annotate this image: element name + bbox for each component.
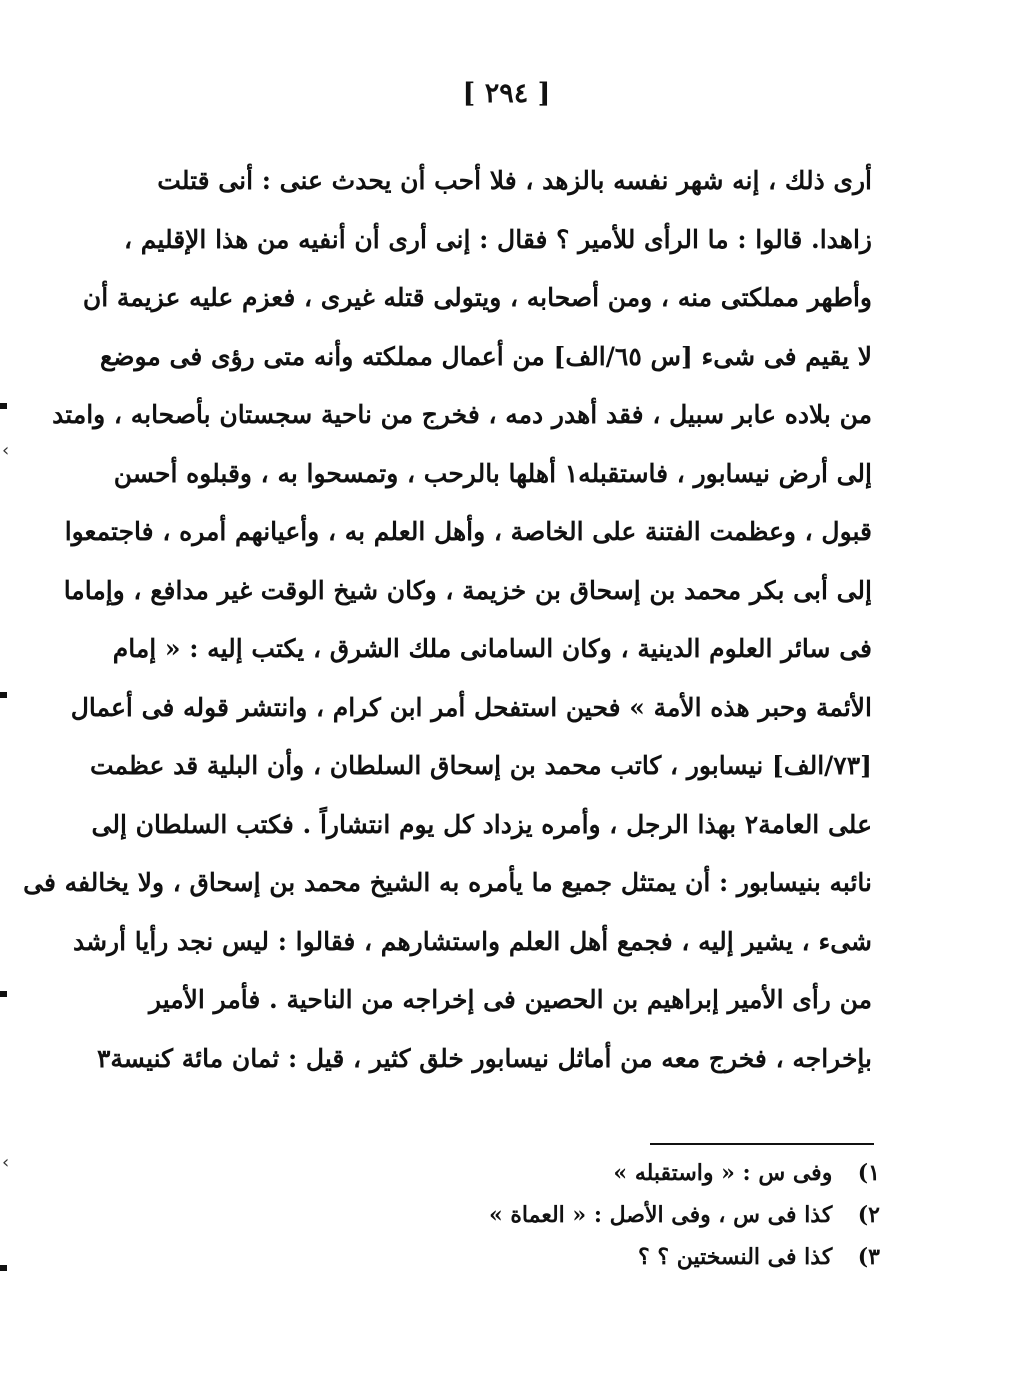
text-line: فى سائر العلوم الدينية ، وكان السامانى ملك الشرق ، يكتب إليه : « إمام (112, 634, 872, 663)
footnote-item (400, 1236, 880, 1278)
text-line: الأئمة وحبر هذه الأمة » فحين استفحل أمر ابن كرام ، وانتشر قوله فى أعمال (70, 692, 872, 722)
footnote-item (400, 1194, 880, 1236)
scan-margin-mark (0, 1265, 7, 1271)
text-line: إلى أرض نيسابور ، فاستقبله١ أهلها بالرحب ، وتمسحوا به ، وقبلوه أحسن (113, 458, 872, 488)
footnote-item (400, 1152, 880, 1194)
text-line: لا يقيم فى شىء [س ٦٥/الف] من أعمال مملكته وأنه متى رؤى فى موضع (99, 341, 872, 371)
text-line: وأطهر مملكتى منه ، ومن أصحابه ، ويتولى قتله غيرى ، فعزم عليه عزيمة أن (82, 283, 872, 312)
text-line: إلى أبى بكر محمد بن إسحاق بن خزيمة ، وكان شيخ الوقت غير مدافع ، وإماما (63, 575, 872, 605)
scan-margin-tick: ‹ (2, 440, 10, 461)
scan-margin-mark (0, 692, 7, 698)
footnotes-block (400, 1152, 880, 1278)
text-line: [٧٣/الف] نيسابور ، كاتب محمد بن إسحاق السلطان ، وأن البلية قد عظمت (89, 751, 872, 780)
page-number: [ ٢٩٤ ] (462, 78, 551, 109)
scan-margin-mark (0, 991, 7, 997)
footnote-text: وفى س : « واستقبله » (613, 1160, 833, 1186)
scan-margin-mark (0, 403, 7, 409)
footnote-text: كذا فى النسختين ؟ ؟ (638, 1244, 833, 1270)
footnote-number: ٣) (857, 1244, 880, 1270)
footnote-text: كذا فى س ، وفى الأصل : « العماة » (488, 1202, 833, 1228)
text-line: نائبه بنيسابور : أن يمتثل جميع ما يأمره به الشيخ محمد بن إسحاق ، ولا يخالفه فى (23, 868, 872, 897)
text-line: من رأى الأمير إبراهيم بن الحصين فى إخراجه من الناحية . فأمر الأمير (148, 985, 872, 1014)
text-line: بإخراجه ، فخرج معه من أماثل نيسابور خلق كثير ، قيل : ثمان مائة كنيسة٣ (96, 1043, 872, 1073)
text-line: شىء ، يشير إليه ، فجمع أهل العلم واستشارهم ، فقالوا : ليس نجد رأيا أرشد (72, 926, 872, 956)
footnote-divider (650, 1143, 874, 1145)
text-line: على العامة٢ بهذا الرجل ، وأمره يزداد كل يوم انتشاراً . فكتب السلطان إلى (91, 809, 872, 839)
footnote-number: ١) (857, 1160, 880, 1186)
text-line: قبول ، وعظمت الفتنة على الخاصة ، وأهل العلم به ، وأعيانهم أمره ، فاجتمعوا (64, 517, 872, 546)
scan-margin-tick: ‹ (2, 1152, 10, 1173)
text-line: أرى ذلك ، إنه شهر نفسه بالزهد ، فلا أحب أن يحدث عنى : أنى قتلت (157, 166, 872, 195)
text-line: من بلاده عابر سبيل ، فقد أهدر دمه ، فخرج من ناحية سجستان بأصحابه ، وامتد (52, 400, 872, 429)
main-text-block (23, 152, 872, 1088)
text-line: زاهدا. قالوا : ما الرأى للأمير ؟ فقال : إنى أرى أن أنفيه من هذا الإقليم ، (123, 224, 872, 254)
footnote-number: ٢) (857, 1202, 880, 1228)
